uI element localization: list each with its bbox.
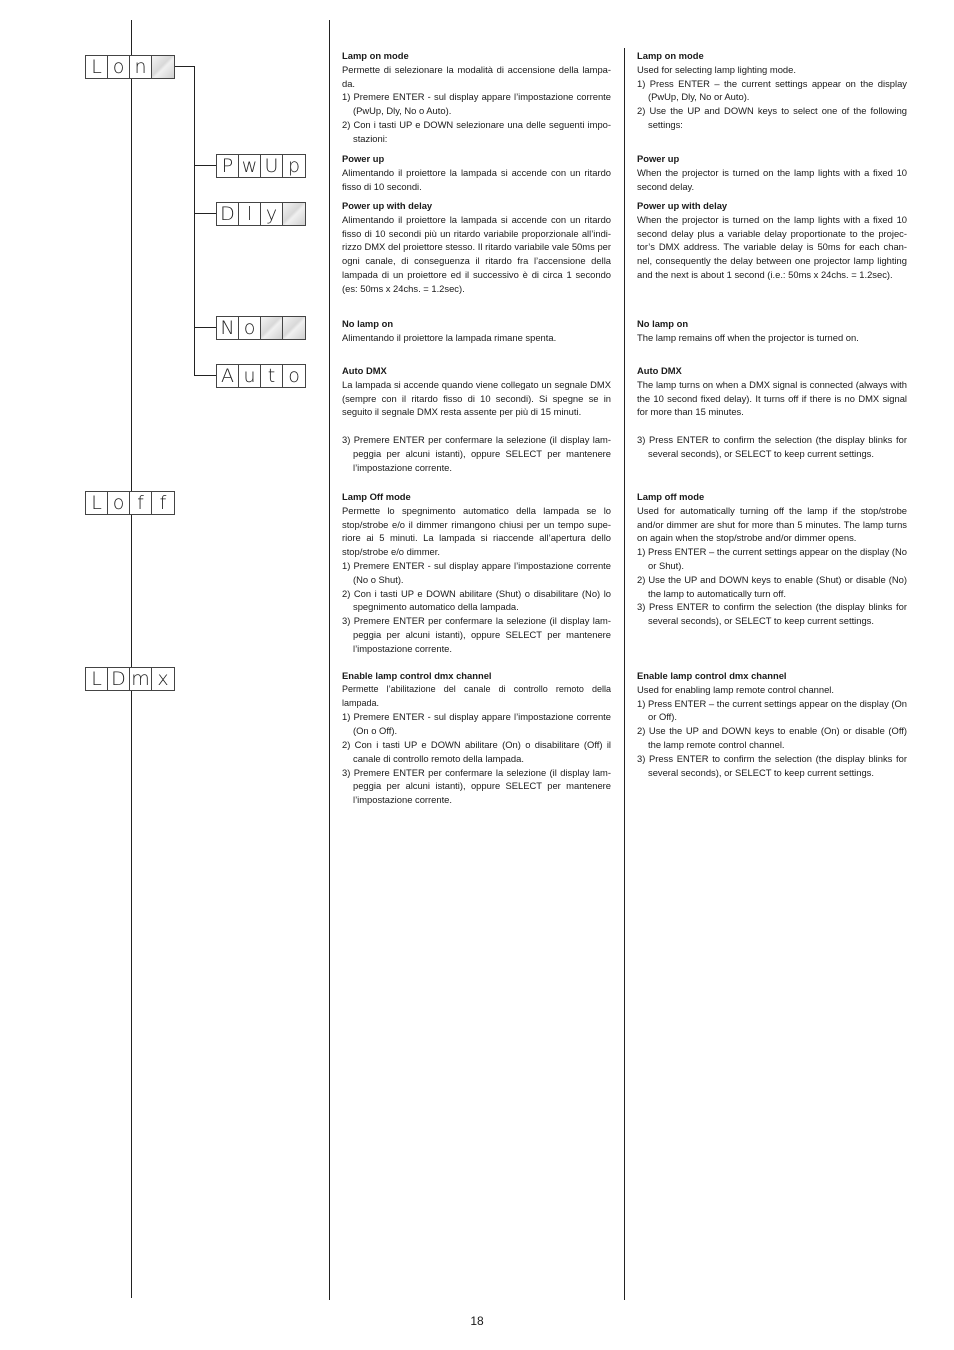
section-title: Lamp on mode xyxy=(637,50,704,61)
section-body: When the projector is turned on the lamp lights with a fixed 10 second delay. xyxy=(637,166,907,192)
section-title: Enable lamp control dmx channel xyxy=(637,670,787,681)
section-power-up-delay xyxy=(342,199,611,296)
section-body: The lamp turns on when a DMX signal is connected (always with the 10 second fixed delay). It turns off if there is no DMX signal for more than 15 minutes. xyxy=(637,378,907,418)
section-body: Alimentando il proiettore la lampada si accende con un ritardo fisso di 10 secondi. xyxy=(342,166,611,192)
display-no xyxy=(216,316,306,340)
display-char: f xyxy=(130,492,152,514)
section-body: Used for enabling lamp remote control channel. xyxy=(637,683,834,695)
section-title: Power up xyxy=(342,153,385,164)
menu-tree-trunk xyxy=(131,20,132,1298)
display-char: N xyxy=(217,317,239,339)
display-char: w xyxy=(239,155,261,177)
section-title: Lamp off mode xyxy=(637,491,705,502)
section-body: Alimentando il proiettore la lampada si accende con un ritardo fisso di 10 secondi più un ritardo variabile proporzionale all’indi-rizzo DMX del proiettore stesso. Il ritardo variabile vale 50ms per ogni canale, di conseguenza il ritardo fra l’accensione della lampada di un proiettore ed il successivo è di circa 1 secondo (es: 50ms x 24chs. = 1.2sec). xyxy=(342,213,611,294)
section-power-up xyxy=(342,152,611,193)
column-divider-left xyxy=(329,20,330,1300)
section-lamp-on-mode xyxy=(637,49,907,132)
section-title: Power up with delay xyxy=(342,200,433,211)
display-char: o xyxy=(108,492,130,514)
section-body: Permette lo spegnimento automatico della lampada se lo stop/strobe e/o il dimmer rimangono chiusi per un tempo supe-riore ai 5 minuti. La lampada si riaccende all’apertura dello stop/strobe e/o dimmer. xyxy=(342,504,611,558)
section-body: Permette l’abilitazione del canale di controllo remoto della lampada. xyxy=(342,683,611,708)
section-body: Permette di selezionare la modalità di accensione della lampa-da. xyxy=(342,63,611,89)
section-lamp-dmx-channel xyxy=(637,669,907,779)
connector-no xyxy=(194,327,216,328)
section-title: Lamp Off mode xyxy=(342,491,411,502)
display-ldmx xyxy=(85,667,175,691)
section-lamp-off-mode xyxy=(342,490,611,656)
step-2: 2) Use the UP and DOWN keys to enable (Shut) or disable (No) the lamp to automatically turn off. xyxy=(637,573,907,599)
section-body: La lampada si accende quando viene collegato un segnale DMX (sempre con il ritardo fisso di 10 secondi). Si spegne se in seguito il segnale DMX resta assente per più di 15 minuti. xyxy=(342,378,611,418)
step-2: 2) Con i tasti UP e DOWN abilitare (On) o disabilitare (Off) il canale di controllo remoto della lampada. xyxy=(342,738,611,764)
step-1: 1) Press ENTER – the current settings appear on the display (No or Shut). xyxy=(637,546,907,571)
section-power-up xyxy=(637,152,907,193)
step-1: 1) Press ENTER – the current settings appear on the display (PwUp, Dly, No or Auto). xyxy=(637,77,907,103)
page-number: 18 xyxy=(470,1314,484,1328)
section-lamp-dmx-channel xyxy=(342,669,611,807)
display-char: D xyxy=(108,668,130,690)
step-1: 1) Premere ENTER - sul display appare l’impostazione corrente (PwUp, Dly, No o Auto). xyxy=(342,91,611,117)
section-auto-dmx xyxy=(637,364,907,461)
section-title: Auto DMX xyxy=(342,365,387,376)
display-char: u xyxy=(239,365,261,387)
section-body: Used for automatically turning off the lamp if the stop/strobe and/or dimmer are shut for more than 5 minutes. The lamp turns on again when the stop/strobe and/or dimmer opens. xyxy=(637,504,907,544)
display-char: L xyxy=(86,56,108,78)
section-body: The lamp remains off when the projector is turned on. xyxy=(637,331,859,343)
step-2: 2) Use the UP and DOWN keys to select one of the following settings: xyxy=(637,105,907,130)
section-title: Power up xyxy=(637,153,680,164)
submenu-branch xyxy=(194,66,195,375)
section-no-lamp-on xyxy=(637,317,907,345)
section-lamp-on-mode xyxy=(342,49,611,146)
section-power-up-delay xyxy=(637,199,907,282)
section-lamp-off-mode xyxy=(637,490,907,628)
connector-pwup xyxy=(194,165,216,166)
display-char: P xyxy=(217,155,239,177)
display-char: A xyxy=(217,365,239,387)
section-body: Used for selecting lamp lighting mode. xyxy=(637,63,796,75)
section-no-lamp-on xyxy=(342,317,611,345)
step-3: 3) Premere ENTER per confermare la selezione (il display lam-peggia per alcuni istanti), oppure SELECT per mantenere l’impostazione corrente. xyxy=(342,615,611,654)
display-dly xyxy=(216,202,306,226)
connector-auto xyxy=(194,375,216,376)
display-char: o xyxy=(108,56,130,78)
display-char: D xyxy=(217,203,239,225)
display-char: t xyxy=(261,365,283,387)
step-1: 1) Press ENTER – the current settings appear on the display (On or Off). xyxy=(637,697,907,723)
display-char: y xyxy=(261,203,283,225)
display-char: L xyxy=(86,492,108,514)
step-3: 3) Press ENTER to confirm the selection (the display blinks for several seconds), or SELECT to keep current settings. xyxy=(637,434,907,459)
display-char: l xyxy=(239,203,261,225)
section-body: When the projector is turned on the lamp lights with a fixed 10 second delay plus a variable delay proportionate to the projec-tor’s DMX address. The variable delay is 50ms for each chan-nel, consequently the delay between one projector lamp lighting and the next is about 1 second (i.e.: 50ms x 24chs. = 1.2sec). xyxy=(637,213,907,280)
step-2: 2) Con i tasti UP e DOWN abilitare (Shut) o disabilitare (No) lo spegnimento automatico della lampada. xyxy=(342,587,611,613)
section-title: No lamp on xyxy=(637,318,689,329)
step-2: 2) Con i tasti UP e DOWN selezionare una delle seguenti impo-stazioni: xyxy=(342,118,611,144)
section-body: Alimentando il proiettore la lampada rimane spenta. xyxy=(342,331,557,343)
connector-dly xyxy=(194,213,216,214)
section-auto-dmx xyxy=(342,364,611,475)
step-1: 1) Premere ENTER - sul display appare l’impostazione corrente (On o Off). xyxy=(342,711,611,737)
display-char: L xyxy=(86,668,108,690)
display-char: o xyxy=(283,365,305,387)
step-3: 3) Press ENTER to confirm the selection (the display blinks for several seconds), or SELECT to keep current settings. xyxy=(637,752,907,778)
step-3: 3) Premere ENTER per confermare la selezione (il display lam-peggia per alcuni istanti), oppure SELECT per mantenere l’impostazione corrente. xyxy=(342,766,611,806)
display-char: f xyxy=(152,492,174,514)
connector-lon xyxy=(175,66,195,67)
step-3: 3) Premere ENTER per confermare la selezione (il display lam-peggia per alcuni istanti), oppure SELECT per mantenere l’impostazione corrente. xyxy=(342,434,611,473)
section-title: Power up with delay xyxy=(637,200,728,211)
display-char: U xyxy=(261,155,283,177)
display-loff xyxy=(85,491,175,515)
column-divider-right xyxy=(624,48,625,1300)
section-title: No lamp on xyxy=(342,318,394,329)
section-title: Enable lamp control dmx channel xyxy=(342,670,492,681)
display-pwup xyxy=(216,154,306,178)
display-lon xyxy=(85,55,175,79)
display-char: n xyxy=(130,56,152,78)
step-3: 3) Press ENTER to confirm the selection (the display blinks for several seconds), or SELECT to keep current settings. xyxy=(637,601,907,627)
display-char xyxy=(283,317,305,339)
section-title: Lamp on mode xyxy=(342,50,409,61)
display-char: m xyxy=(130,668,152,690)
display-char xyxy=(261,317,283,339)
step-2: 2) Use the UP and DOWN keys to enable (On) or disable (Off) the lamp remote control channel. xyxy=(637,725,907,750)
display-char xyxy=(152,56,174,78)
display-char: p xyxy=(283,155,305,177)
display-auto xyxy=(216,364,306,388)
display-char: o xyxy=(239,317,261,339)
section-title: Auto DMX xyxy=(637,365,682,376)
step-1: 1) Premere ENTER - sul display appare l’impostazione corrente (No o Shut). xyxy=(342,559,611,585)
display-char xyxy=(283,203,305,225)
display-char: x xyxy=(152,668,174,690)
